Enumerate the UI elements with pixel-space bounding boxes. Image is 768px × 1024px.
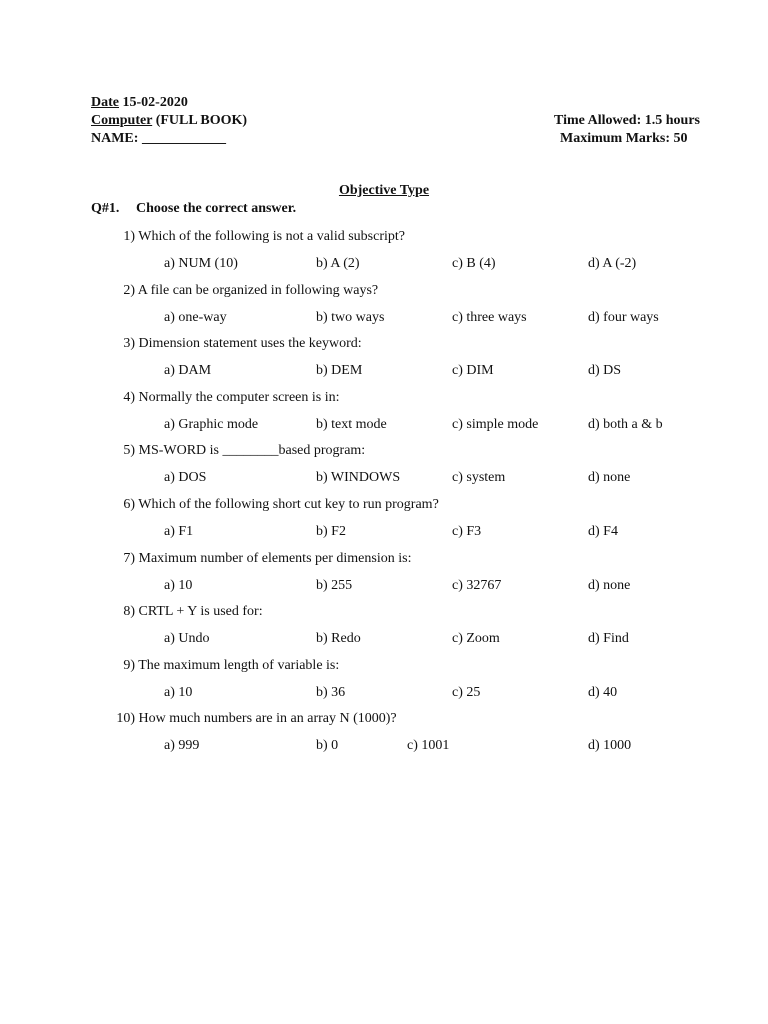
- answer-option: c) system: [452, 470, 506, 485]
- answer-option: a) one-way: [164, 310, 227, 325]
- answer-option: b) Redo: [316, 631, 361, 646]
- answer-option: b) F2: [316, 524, 346, 539]
- answer-option: a) DOS: [164, 470, 207, 485]
- answer-option: d) Find: [588, 631, 629, 646]
- answer-option: b) 0: [316, 738, 339, 753]
- question-number: 2): [123, 283, 135, 298]
- question-number: 10): [116, 711, 135, 726]
- answer-option: d) four ways: [588, 310, 659, 325]
- question: [0, 550, 411, 567]
- question-number: 6): [123, 497, 135, 512]
- name-label: NAME:: [91, 131, 139, 146]
- instruction-text: Choose the correct answer.: [136, 201, 297, 216]
- answer-option: b) 36: [316, 685, 346, 700]
- answer-option: b) two ways: [316, 310, 385, 325]
- subject-label: Computer: [91, 113, 153, 128]
- question: [0, 442, 365, 459]
- answer-option: c) 25: [452, 685, 481, 700]
- answer-option: a) Undo: [164, 631, 210, 646]
- question-number: 8): [123, 604, 135, 619]
- time-allowed: Time Allowed: 1.5 hours: [554, 113, 700, 128]
- answer-option: c) simple mode: [452, 417, 539, 432]
- answer-option: b) 255: [316, 578, 353, 593]
- answer-option: a) 10: [164, 578, 193, 593]
- question-number: 4): [123, 390, 135, 405]
- question-text: How much numbers are in an array N (1000)?: [138, 711, 397, 726]
- question-text: CRTL + Y is used for:: [138, 604, 263, 619]
- question: [0, 603, 263, 620]
- question-text: Maximum number of elements per dimension is:: [138, 551, 412, 566]
- date-line: [91, 94, 188, 111]
- answer-option: b) DEM: [316, 363, 363, 378]
- answer-option: a) 10: [164, 685, 193, 700]
- subject-line: [91, 112, 247, 129]
- answer-option: c) DIM: [452, 363, 494, 378]
- question-text: Dimension statement uses the keyword:: [138, 336, 362, 351]
- answer-option: c) 1001: [407, 738, 450, 753]
- question-text: Normally the computer screen is in:: [138, 390, 340, 405]
- answer-option: a) DAM: [164, 363, 212, 378]
- question-number: 5): [123, 443, 135, 458]
- question-text: Which of the following short cut key to run program?: [138, 497, 439, 512]
- question-number: 3): [123, 336, 135, 351]
- question: [0, 228, 405, 245]
- answer-option: c) three ways: [452, 310, 527, 325]
- name-blank: ____________: [141, 131, 226, 146]
- question: [0, 282, 378, 299]
- question-text: The maximum length of variable is:: [138, 658, 340, 673]
- question-text: A file can be organized in following ways?: [137, 283, 379, 298]
- question-number: 7): [123, 551, 135, 566]
- answer-option: a) NUM (10): [164, 256, 238, 271]
- answer-option: a) 999: [164, 738, 200, 753]
- name-line: [91, 130, 226, 147]
- date-value: 15-02-2020: [122, 95, 188, 110]
- answer-option: d) DS: [588, 363, 622, 378]
- question: [0, 496, 439, 513]
- answer-option: d) none: [588, 578, 631, 593]
- answer-option: c) 32767: [452, 578, 502, 593]
- date-label: Date: [91, 95, 119, 110]
- question-number: 1): [123, 229, 135, 244]
- question: [0, 335, 362, 352]
- answer-option: b) A (2): [316, 256, 360, 271]
- instruction: [91, 201, 296, 217]
- answer-option: b) WINDOWS: [316, 470, 401, 485]
- section-title: Objective Type: [338, 183, 430, 198]
- instruction-number: Q#1.: [91, 201, 120, 216]
- question: [0, 710, 397, 727]
- max-marks: Maximum Marks: 50: [560, 131, 688, 146]
- answer-option: d) 40: [588, 685, 618, 700]
- answer-option: d) A (-2): [588, 256, 637, 271]
- answer-option: c) F3: [452, 524, 482, 539]
- answer-option: c) B (4): [452, 256, 496, 271]
- answer-option: b) text mode: [316, 417, 387, 432]
- answer-option: c) Zoom: [452, 631, 500, 646]
- question: [0, 657, 339, 674]
- answer-option: d) F4: [588, 524, 618, 539]
- subject-value: (FULL BOOK): [155, 113, 248, 128]
- answer-option: a) F1: [164, 524, 194, 539]
- question-text: Which of the following is not a valid subscript?: [138, 229, 405, 244]
- answer-option: d) 1000: [588, 738, 632, 753]
- answer-option: d) none: [588, 470, 631, 485]
- question-text: MS-WORD is ________based program:: [138, 443, 366, 458]
- question: [0, 389, 340, 406]
- answer-option: a) Graphic mode: [164, 417, 259, 432]
- answer-option: d) both a & b: [588, 417, 663, 432]
- question-number: 9): [123, 658, 135, 673]
